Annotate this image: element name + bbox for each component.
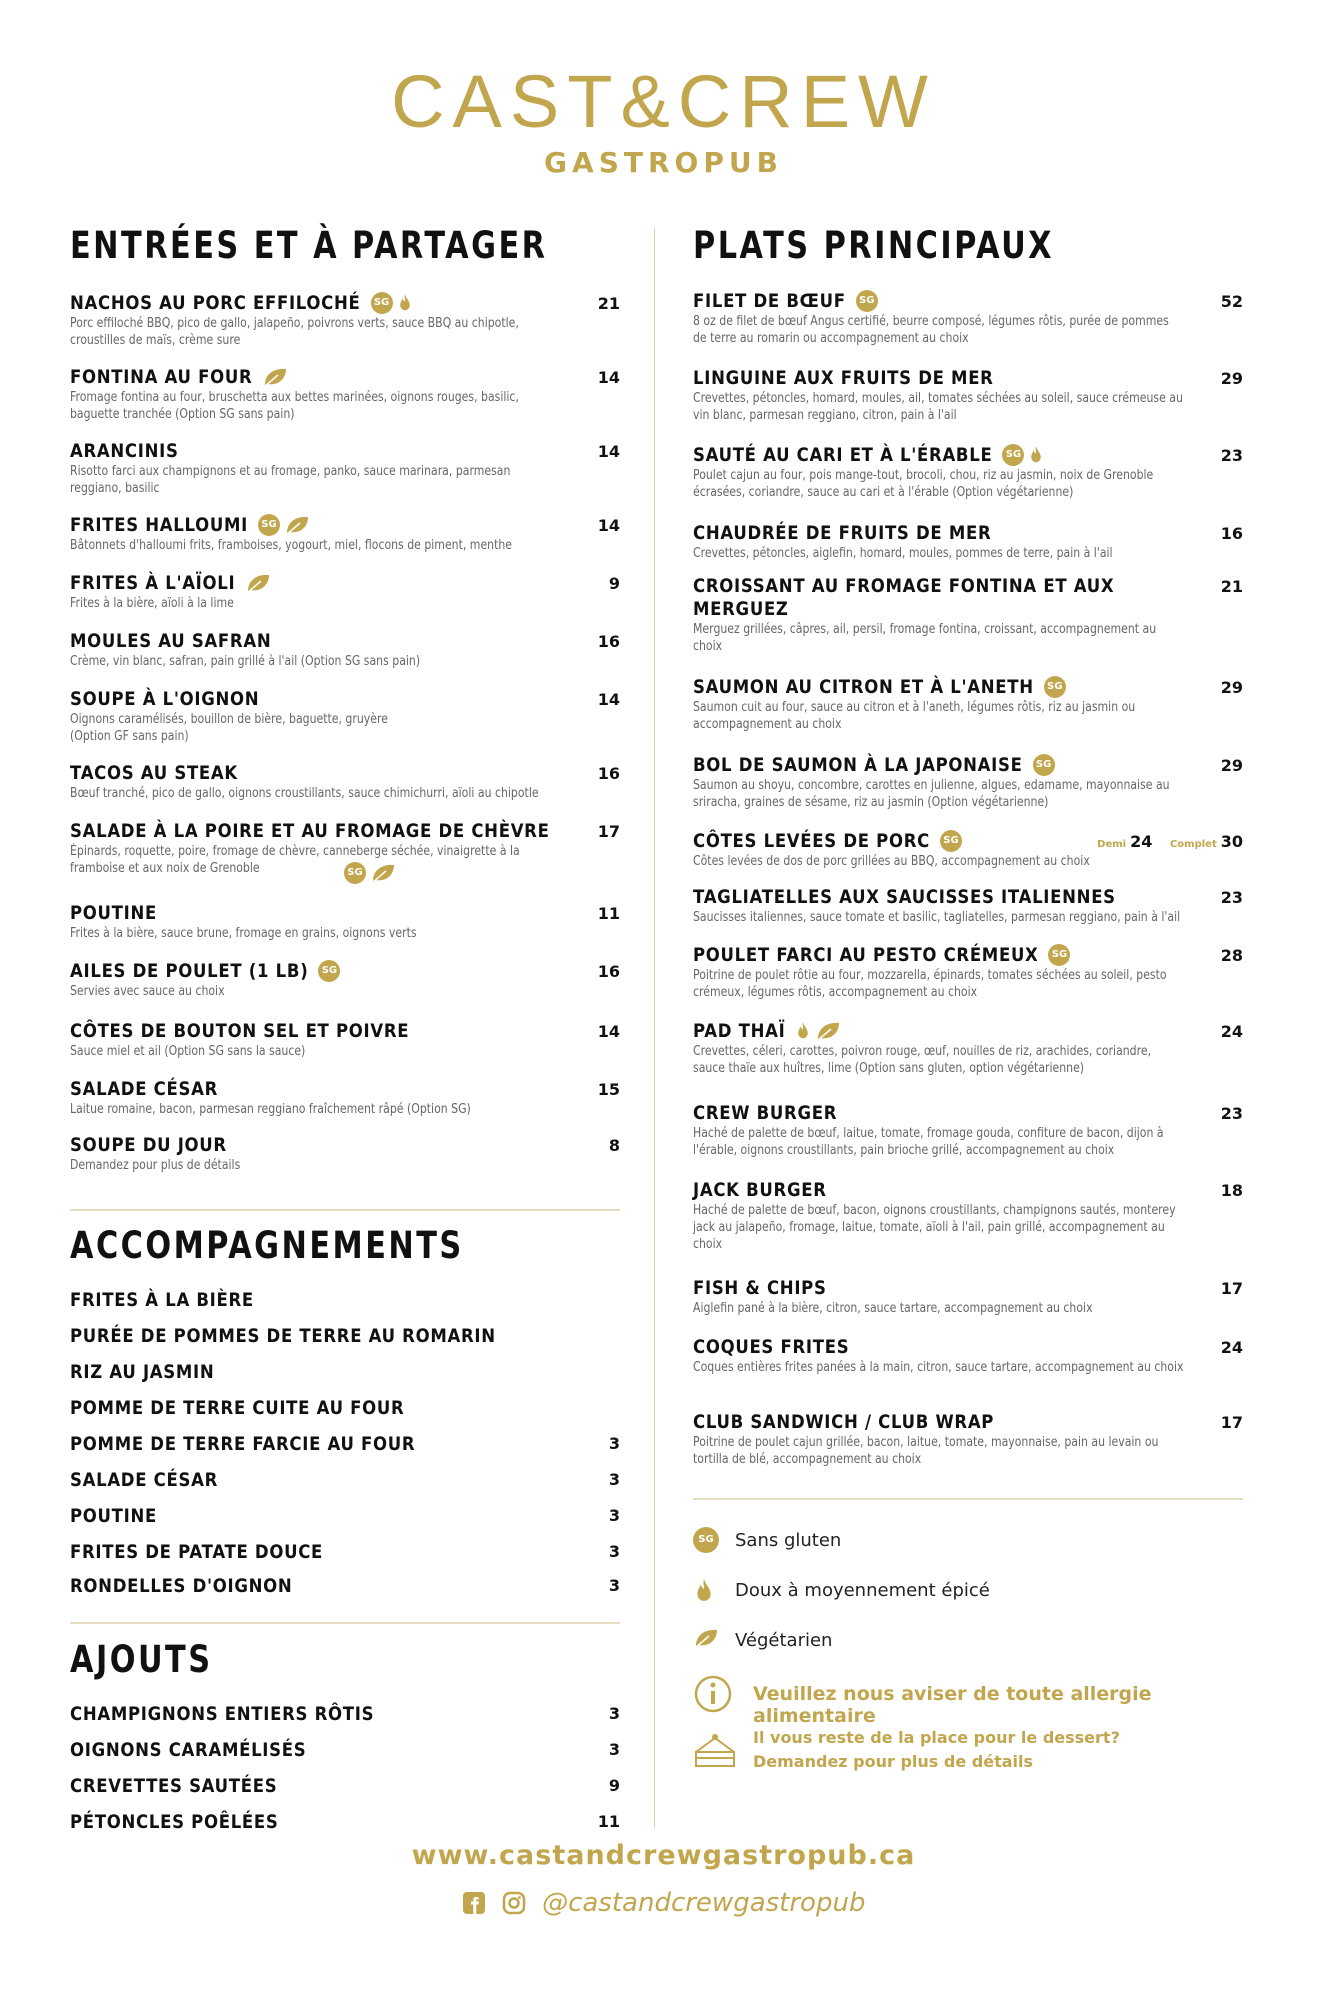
item-description: Bœuf tranché, pico de gallo, oignons croustillants, sauce chimichurri, aïoli au chipotle [70, 786, 539, 801]
item-name: PÉTONCLES POÊLÉES [70, 1811, 279, 1833]
list-item [70, 1462, 620, 1498]
left-column [70, 222, 620, 1833]
item-price: 3 [608, 1576, 620, 1595]
flame-icon [397, 293, 413, 313]
item-description: Crevettes, pétoncles, aiglefin, homard, moules, pommes de terre, pain à l'ail [693, 546, 1113, 561]
legend [693, 1518, 1243, 1778]
section-divider [70, 1209, 620, 1211]
menu-item [70, 366, 620, 440]
menu-item [693, 522, 1243, 575]
gluten-free-icon: SG [1044, 676, 1066, 698]
menu-item [693, 1411, 1243, 1489]
item-price: 28 [1220, 946, 1243, 965]
gluten-free-icon: SG [344, 862, 366, 884]
menu-item [70, 440, 620, 514]
item-price: 24 [1220, 1338, 1243, 1357]
item-price: 15 [597, 1080, 620, 1099]
list-item [70, 1732, 620, 1768]
item-description: Poitrine de poulet cajun grillée, bacon, laitue, tomate, mayonnaise, pain au levain ou tortilla de blé, accompagnement au choix [693, 1435, 1159, 1467]
menu-item [70, 630, 620, 688]
item-name: CROISSANT AU FROMAGE FONTINA ET AUX MERGUEZ [693, 575, 1115, 620]
item-price: 29 [1220, 678, 1243, 697]
item-description: Servies avec sauce au choix [70, 984, 225, 999]
item-name: CÔTES LEVÉES DE PORC [693, 830, 930, 852]
item-name: POULET FARCI AU PESTO CRÉMEUX [693, 944, 1039, 966]
item-name: POUTINE [70, 902, 158, 924]
gluten-free-icon: SG [1048, 944, 1070, 966]
item-name: RIZ AU JASMIN [70, 1361, 215, 1383]
menu-item [70, 1134, 620, 1178]
item-price: 23 [1220, 446, 1243, 465]
item-name: CHAMPIGNONS ENTIERS RÔTIS [70, 1703, 375, 1725]
item-description: Frites à la bière, aïoli à la lime [70, 596, 234, 611]
item-name: FRITES DE PATATE DOUCE [70, 1541, 324, 1563]
section-title-accompagnements: ACCOMPAGNEMENTS [70, 1224, 464, 1267]
dessert-answer: Demandez pour plus de détails [753, 1752, 1034, 1771]
demi-price: 24 [1130, 832, 1153, 851]
item-price: 23 [1220, 1104, 1243, 1123]
menu-item [70, 572, 620, 630]
gluten-free-icon: SG [318, 960, 340, 982]
item-description: 8 oz de filet de bœuf Angus certifié, beurre composé, légumes rôtis, purée de pommes de terre au romarin ou accompagnement au choix [693, 314, 1169, 346]
list-item [70, 1498, 620, 1534]
facebook-icon[interactable] [462, 1891, 486, 1915]
item-price: 11 [597, 904, 620, 923]
legend-vegetarian [693, 1618, 1243, 1668]
legend-spicy [693, 1568, 1243, 1618]
leaf-icon [245, 572, 271, 594]
flame-icon [1028, 445, 1044, 465]
handle-text: @castandcrewgastropub [542, 1887, 866, 1918]
item-description: Saucisses italiennes, sauce tomate et basilic, tagliatelles, parmesan reggiano, pain à l'ail [693, 910, 1181, 925]
menu-item [70, 820, 620, 902]
item-name: CREVETTES SAUTÉES [70, 1775, 278, 1797]
item-name: FILET DE BŒUF [693, 290, 846, 312]
item-price: 17 [1220, 1279, 1243, 1298]
list-item [70, 1354, 620, 1390]
menu-item [693, 676, 1243, 754]
item-name: OIGNONS CARAMÉLISÉS [70, 1739, 307, 1761]
menu-item [70, 514, 620, 572]
cake-icon [693, 1732, 737, 1770]
item-description: Bâtonnets d'halloumi frits, framboises, yogourt, miel, flocons de piment, menthe [70, 538, 513, 553]
item-description: Poulet cajun au four, pois mange-tout, brocoli, chou, riz au jasmin, noix de Grenoble écrasées, coriandre, sauce au cari et à l'érable (Option végétarienne) [693, 468, 1154, 500]
list-item [70, 1390, 620, 1426]
dessert-notice [693, 1728, 1243, 1778]
list-item [70, 1426, 620, 1462]
item-description: Saumon cuit au four, sauce au citron et à l'aneth, légumes rôtis, riz au jasmin ou accompagnement au choix [693, 700, 1136, 732]
item-description: Merguez grillées, câpres, ail, persil, fromage fontina, croissant, accompagnement au choix [693, 622, 1157, 654]
gluten-free-icon: SG [693, 1527, 719, 1553]
gluten-free-icon: SG [856, 290, 878, 312]
leaf-icon [262, 366, 288, 388]
item-price: 3 [608, 1470, 620, 1489]
item-name: POUTINE [70, 1505, 158, 1527]
item-name: TACOS AU STEAK [70, 762, 238, 784]
menu-header [0, 62, 1327, 179]
section-divider [693, 1498, 1243, 1500]
item-description: Haché de palette de bœuf, laitue, tomate, fromage gouda, confiture de bacon, dijon à l'érable, oignons croustillants, pain brioche grillé, accompagnement au choix [693, 1126, 1164, 1158]
item-price: 17 [1220, 1413, 1243, 1432]
item-price: 21 [1220, 577, 1243, 596]
dessert-question: Il vous reste de la place pour le dessert? [753, 1728, 1120, 1747]
ajouts-section [70, 1636, 620, 1840]
item-price: 14 [597, 368, 620, 387]
entrees-list [70, 292, 620, 1178]
item-description: Fromage fontina au four, bruschetta aux bettes marinées, oignons rouges, basilic, baguette tranchée (Option SG sans pain) [70, 390, 519, 422]
menu-item [693, 1179, 1243, 1277]
leaf-icon [370, 862, 396, 884]
gluten-free-icon: SG [1033, 754, 1055, 776]
item-price: 8 [608, 1136, 620, 1155]
item-name: FONTINA AU FOUR [70, 366, 253, 388]
item-description: Côtes levées de dos de porc grillées au BBQ, accompagnement au choix [693, 854, 1090, 869]
menu-item [693, 1277, 1243, 1336]
menu-item [70, 1078, 620, 1134]
item-price: 52 [1220, 292, 1243, 311]
brand-subtitle: GASTROPUB [544, 146, 783, 179]
item-name: PURÉE DE POMMES DE TERRE AU ROMARIN [70, 1325, 496, 1347]
social-handle [0, 1887, 1327, 1918]
item-price: 3 [608, 1434, 620, 1453]
column-divider [654, 228, 655, 1828]
website-link[interactable]: www.castandcrewgastropub.ca [411, 1840, 916, 1871]
item-description: Crème, vin blanc, safran, pain grillé à l'ail (Option SG sans pain) [70, 654, 421, 669]
menu-item [70, 762, 620, 820]
item-name: RONDELLES D'OIGNON [70, 1575, 293, 1597]
item-name: SAUMON AU CITRON ET À L'ANETH [693, 676, 1034, 698]
item-name: SALADE CÉSAR [70, 1469, 218, 1491]
item-price: 18 [1220, 1181, 1243, 1200]
item-name: JACK BURGER [693, 1179, 827, 1201]
legend-label: Sans gluten [735, 1530, 842, 1551]
item-name: SOUPE À L'OIGNON [70, 688, 260, 710]
item-price: 29 [1220, 756, 1243, 775]
item-description: Haché de palette de bœuf, bacon, oignons croustillants, champignons sautés, monterey jack au jalapeño, fromage, laitue, tomate, aïoli à l'ail, pain grillé, accompagnement au choix [693, 1203, 1176, 1252]
item-name: FRITES À LA BIÈRE [70, 1289, 254, 1311]
item-name: FISH & CHIPS [693, 1277, 827, 1299]
gluten-free-icon: SG [258, 514, 280, 536]
menu-item [70, 292, 620, 366]
allergy-text: Veuillez nous aviser de toute allergie alimentaire [753, 1683, 1152, 1727]
flame-icon [693, 1577, 715, 1605]
item-name: NACHOS AU PORC EFFILOCHÉ [70, 292, 361, 314]
item-name: POMME DE TERRE CUITE AU FOUR [70, 1397, 405, 1419]
item-price: 14 [597, 1022, 620, 1041]
item-description: Porc effiloché BBQ, pico de gallo, jalapeño, poivrons verts, sauce BBQ au chipotle, croustilles de maïs, crème sure [70, 316, 519, 348]
item-price: 9 [608, 574, 620, 593]
item-name: COQUES FRITES [693, 1336, 850, 1358]
gluten-free-icon: SG [940, 830, 962, 852]
leaf-icon [693, 1627, 719, 1649]
item-description: Épinards, roquette, poire, fromage de chèvre, canneberge séchée, vinaigrette à la framboise et aux noix de Grenoble [70, 844, 520, 876]
item-price: 16 [1220, 524, 1243, 543]
item-description: Sauce miel et ail (Option SG sans la sauce) [70, 1044, 306, 1059]
menu-item [693, 290, 1243, 367]
menu-item [693, 444, 1243, 522]
item-price: 17 [597, 822, 620, 841]
item-name: CÔTES DE BOUTON SEL ET POIVRE [70, 1020, 410, 1042]
item-price: 29 [1220, 369, 1243, 388]
item-name: ARANCINIS [70, 440, 179, 462]
menu-item [693, 886, 1243, 944]
item-price: 3 [608, 1542, 620, 1561]
item-name: SALADE CÉSAR [70, 1078, 218, 1100]
instagram-icon[interactable] [502, 1891, 526, 1915]
item-description: Frites à la bière, sauce brune, fromage en grains, oignons verts [70, 926, 417, 941]
item-name: SOUPE DU JOUR [70, 1134, 227, 1156]
item-price: 16 [597, 632, 620, 651]
leaf-icon [815, 1020, 841, 1042]
item-name: PAD THAÏ [693, 1020, 786, 1042]
item-description: Risotto farci aux champignons et au fromage, panko, sauce marinara, parmesan reggiano, basilic [70, 464, 511, 496]
legend-gluten-free [693, 1518, 1243, 1568]
item-name: FRITES HALLOUMI [70, 514, 249, 536]
item-name: CREW BURGER [693, 1102, 838, 1124]
list-item [70, 1282, 620, 1318]
item-name: TAGLIATELLES AUX SAUCISSES ITALIENNES [693, 886, 1116, 908]
menu-item [70, 960, 620, 1020]
menu-item [70, 1020, 620, 1078]
list-item [70, 1570, 620, 1602]
item-description: Saumon au shoyu, concombre, carottes en julienne, algues, edamame, mayonnaise au sriracha, graines de sésame, riz au jasmin (Option végétarienne) [693, 778, 1170, 810]
list-item [70, 1804, 620, 1840]
menu-item [693, 754, 1243, 830]
item-price: 14 [597, 516, 620, 535]
item-description: Aiglefin pané à la bière, citron, sauce tartare, accompagnement au choix [693, 1301, 1093, 1316]
menu-item [693, 944, 1243, 1020]
demi-label: Demi [1097, 839, 1127, 850]
allergy-notice [693, 1674, 1243, 1727]
menu-item [693, 830, 1243, 886]
item-price: 3 [608, 1506, 620, 1525]
menu-item [693, 367, 1243, 444]
list-item [70, 1318, 620, 1354]
flame-icon [795, 1021, 811, 1041]
menu-item [70, 688, 620, 762]
item-description: Laitue romaine, bacon, parmesan reggiano fraîchement râpé (Option SG) [70, 1102, 471, 1117]
item-name: SALADE À LA POIRE ET AU FROMAGE DE CHÈVRE [70, 820, 550, 842]
list-item [70, 1534, 620, 1570]
footer [0, 1840, 1327, 1918]
accompagnements-section [70, 1222, 620, 1602]
list-item [70, 1768, 620, 1804]
section-title-ajouts: AJOUTS [70, 1638, 213, 1681]
gluten-free-icon: SG [1002, 444, 1024, 466]
legend-label: Doux à moyennement épicé [735, 1580, 990, 1601]
legend-label: Végétarien [735, 1630, 833, 1651]
item-name: BOL DE SAUMON À LA JAPONAISE [693, 754, 1023, 776]
complet-price: 30 [1220, 832, 1243, 851]
item-description: Crevettes, céleri, carottes, poivron rouge, œuf, nouilles de riz, arachides, coriandre, sauce thaïe aux huîtres, lime (Option sans gluten, option végétarienne) [693, 1044, 1152, 1076]
menu-item [693, 1020, 1243, 1102]
item-price: 14 [597, 690, 620, 709]
item-description: Coques entières frites panées à la main, citron, sauce tartare, accompagnement au choix [693, 1360, 1184, 1375]
item-price: 9 [608, 1776, 620, 1795]
section-divider [70, 1622, 620, 1624]
item-price: 14 [597, 442, 620, 461]
section-title-plats: PLATS PRINCIPAUX [693, 224, 1055, 267]
plats-list [693, 290, 1243, 1489]
item-price: 21 [597, 294, 620, 313]
menu-item [693, 575, 1243, 676]
item-description: Crevettes, pétoncles, homard, moules, ail, tomates séchées au soleil, sauce crémeuse au vin blanc, parmesan reggiano, citron, pain à l'ail [693, 391, 1183, 423]
item-price: 3 [608, 1740, 620, 1759]
section-title-entrees: ENTRÉES ET À PARTAGER [70, 224, 548, 267]
item-description: Demandez pour plus de détails [70, 1158, 241, 1173]
menu-item [693, 1102, 1243, 1179]
item-description: Poitrine de poulet rôtie au four, mozzarella, épinards, tomates séchées au soleil, pesto crémeux, légumes rôtis, accompagnement au choix [693, 968, 1167, 1000]
item-name: CHAUDRÉE DE FRUITS DE MER [693, 522, 992, 544]
info-icon [693, 1674, 733, 1714]
item-name: LINGUINE AUX FRUITS DE MER [693, 367, 994, 389]
item-name: CLUB SANDWICH / CLUB WRAP [693, 1411, 995, 1433]
item-name: FRITES À L'AÏOLI [70, 572, 236, 594]
menu-item [70, 902, 620, 960]
item-price: 23 [1220, 888, 1243, 907]
item-price: 3 [608, 1704, 620, 1723]
complet-label: Complet [1169, 839, 1217, 850]
item-description: Oignons caramélisés, bouillon de bière, baguette, gruyère (Option GF sans pain) [70, 712, 388, 744]
item-price: 24 [1220, 1022, 1243, 1041]
list-item [70, 1696, 620, 1732]
item-name: MOULES AU SAFRAN [70, 630, 272, 652]
leaf-icon [284, 514, 310, 536]
item-price: 16 [597, 764, 620, 783]
menu-item [693, 1336, 1243, 1411]
right-column [693, 222, 1243, 1771]
brand-logo: CAST&CREW [391, 60, 936, 143]
gluten-free-icon: SG [371, 292, 393, 314]
item-name: AILES DE POULET (1 LB) [70, 960, 309, 982]
item-name: SAUTÉ AU CARI ET À L'ÉRABLE [693, 444, 993, 466]
item-price: 11 [597, 1812, 620, 1831]
item-price: 16 [597, 962, 620, 981]
item-name: POMME DE TERRE FARCIE AU FOUR [70, 1433, 416, 1455]
